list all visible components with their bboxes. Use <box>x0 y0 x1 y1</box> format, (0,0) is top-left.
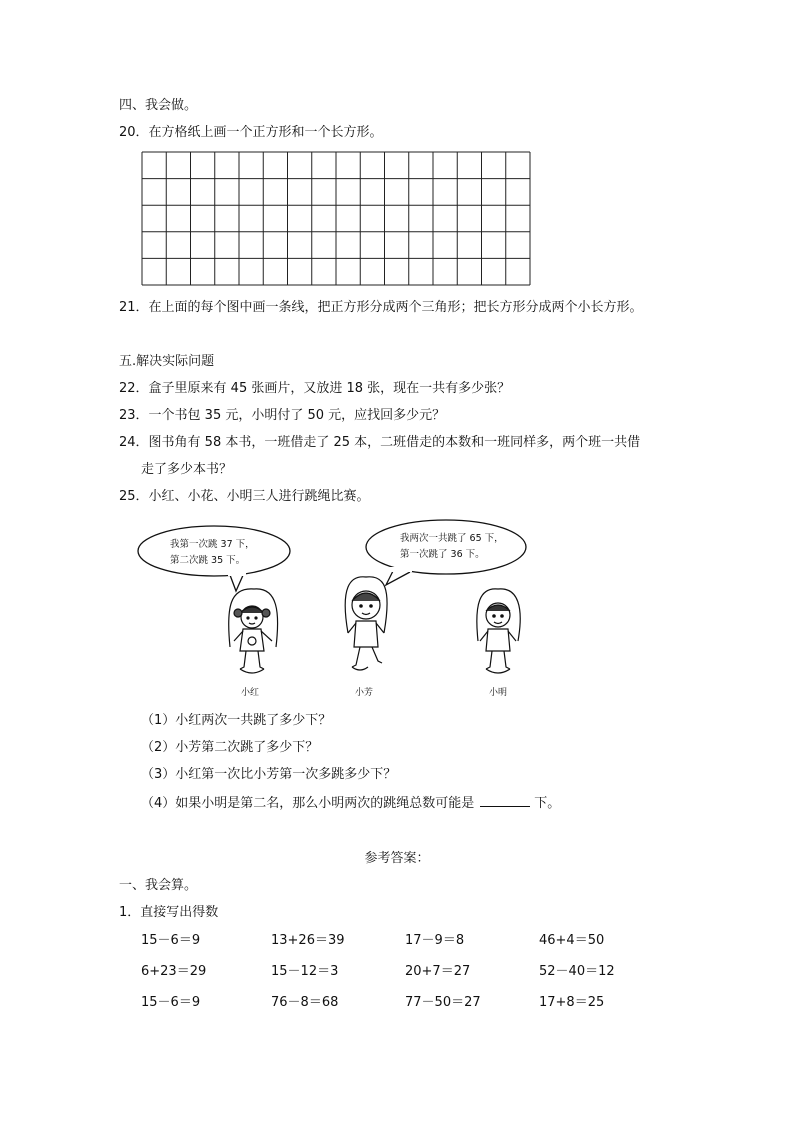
speech-bubble-right <box>366 520 526 585</box>
question-25: 25．小红、小花、小明三人进行跳绳比赛。 <box>119 489 370 504</box>
question-23: 23．一个书包 35 元，小明付了 50 元，应找回多少元？ <box>119 408 446 423</box>
answer-cell: 17+8＝25 <box>539 995 605 1010</box>
answer-cell: 13+26＝39 <box>271 933 345 948</box>
subquestion-2: （2）小芳第二次跳了多少下？ <box>141 740 319 755</box>
answer-cell: 46+4＝50 <box>539 933 605 948</box>
child-xiaoming <box>477 589 520 673</box>
subquestion-3: （3）小红第一次比小芳第一次多跳多少下？ <box>141 767 397 782</box>
subquestion-4 <box>141 793 560 813</box>
bubble-right-line-1: 我两次一共跳了 65 下， <box>400 533 504 544</box>
jump-rope-illustration <box>130 517 540 707</box>
grid-paper <box>141 151 531 286</box>
answers-question-1: 1．直接写出得数 <box>119 905 219 920</box>
answer-cell: 17－9＝8 <box>405 933 465 948</box>
answer-cell: 76－8＝68 <box>271 995 339 1010</box>
section-5-title: 五.解决实际问题 <box>119 354 215 369</box>
answer-cell: 20+7＝27 <box>405 964 471 979</box>
answer-cell: 15－6＝9 <box>141 995 201 1010</box>
question-22: 22．盒子里原来有 45 张画片，又放进 18 张，现在一共有多少张？ <box>119 381 511 396</box>
question-24-continued: 走了多少本书？ <box>141 462 233 477</box>
child-xiaohong <box>229 589 278 673</box>
question-20: 20．在方格纸上画一个正方形和一个长方形。 <box>119 125 383 140</box>
caption-xiaoming: 小明 <box>489 688 508 698</box>
subquestion-1: （1）小红两次一共跳了多少下？ <box>141 713 332 728</box>
question-24: 24．图书角有 58 本书，一班借走了 25 本，二班借走的本数和一班同样多，两个班一共借 <box>119 435 641 450</box>
subquestion-4-suffix: 下。 <box>534 796 561 811</box>
child-xiaofang <box>345 577 387 670</box>
answers-heading: 参考答案： <box>364 851 430 866</box>
answer-cell: 15－6＝9 <box>141 933 201 948</box>
answer-cell: 77－50＝27 <box>405 995 481 1010</box>
caption-xiaofang: 小芳 <box>355 688 374 698</box>
bubble-right-line-2: 第一次跳了 36 下。 <box>400 549 485 560</box>
answer-cell: 6+23＝29 <box>141 964 207 979</box>
answers-section-1: 一、我会算。 <box>119 878 198 893</box>
answer-blank[interactable] <box>480 793 530 807</box>
answer-cell: 15－12＝3 <box>271 964 339 979</box>
question-21: 21．在上面的每个图中画一条线，把正方形分成两个三角形；把长方形分成两个小长方形。 <box>119 300 643 315</box>
section-4-title: 四、我会做。 <box>119 98 198 113</box>
speech-bubble-left <box>138 526 290 591</box>
caption-xiaohong: 小红 <box>241 688 260 698</box>
bubble-left-line-1: 我第一次跳 37 下， <box>170 539 255 550</box>
answer-cell: 52－40＝12 <box>539 964 615 979</box>
subquestion-4-text: （4）如果小明是第二名，那么小明两次的跳绳总数可能是 <box>141 796 475 811</box>
bubble-left-line-2: 第二次跳 35 下。 <box>170 555 246 566</box>
